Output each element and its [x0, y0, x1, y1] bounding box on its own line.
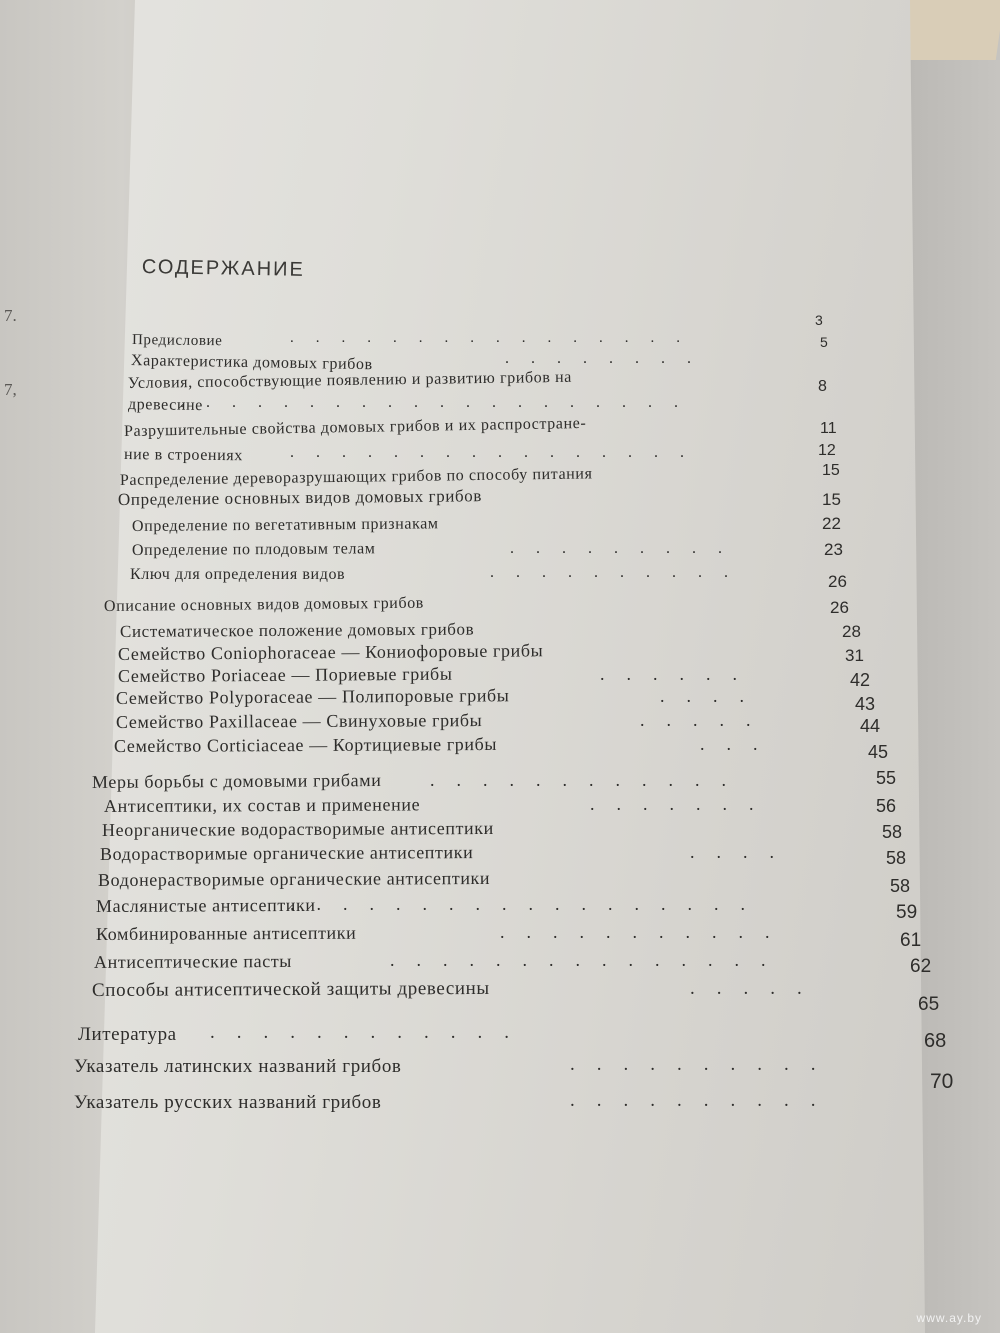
toc-page-number: 22 — [822, 514, 841, 533]
leader-dots: ........ — [505, 350, 713, 367]
toc-entry-title: Семейство Coniophoraceae — Кониофоровые грибы — [117, 640, 544, 664]
toc-entry-title: Семейство Corticiaceae — Кортициевые грибы — [113, 733, 498, 756]
left-page-fragment: 7, — [4, 380, 17, 399]
toc-entry-title: Определение по вегетативным признакам — [131, 515, 439, 535]
toc-page-number: 5 — [820, 334, 828, 350]
leader-dots: .... — [690, 842, 796, 862]
toc-entry-title: Указатель русских названий грибов — [74, 1092, 382, 1113]
toc-page-number: 28 — [842, 622, 861, 641]
toc-page-number: 31 — [845, 646, 864, 665]
toc-entry-title: Водонерастворимые органические антисептики — [97, 867, 491, 890]
toc-page-number: 65 — [918, 994, 940, 1015]
toc-page-number: 43 — [855, 694, 876, 714]
leader-dots: ... — [700, 734, 780, 754]
toc-page-number: 3 — [815, 312, 823, 328]
leader-dots: ............... — [390, 950, 788, 970]
toc-entry-title: Предисловие — [131, 332, 223, 350]
toc-entry-title: Ключ для определения видов — [130, 566, 346, 583]
toc-entry-title: Антисептики, их состав и применение — [103, 794, 421, 816]
toc-page-number: 56 — [876, 796, 897, 816]
toc-entry-title: Условия, способствующие появлению и развитию грибов на — [127, 368, 573, 392]
toc-entry-title: Комбинированные антисептики — [95, 922, 357, 944]
toc-entry-title: Систематическое положение домовых грибов — [119, 619, 475, 641]
toc-title: СОДЕРЖАНИЕ — [141, 256, 306, 281]
toc-entry-title: Антисептические пасты — [93, 950, 293, 972]
toc-entry-title: Способы антисептической защиты древесины — [91, 977, 490, 1001]
toc-page-number: 58 — [886, 848, 907, 868]
toc-page-number: 61 — [900, 930, 922, 951]
toc-page-number: 58 — [890, 876, 911, 896]
leader-dots: ....... — [590, 794, 776, 814]
toc-entry-title: Неорганические водорастворимые антисептики — [101, 817, 494, 840]
toc-page-number: 42 — [850, 670, 871, 690]
watermark: www.ay.by — [916, 1311, 982, 1325]
leader-dots: ...... — [600, 664, 759, 684]
toc-entry-title: Определение основных видов домовых грибов — [117, 486, 483, 509]
leader-dots: ..... — [640, 710, 773, 730]
toc-entry-title: Описание основных видов домовых грибов — [103, 594, 425, 615]
leader-dots: .......... — [490, 564, 750, 581]
leader-dots: ........... — [500, 922, 792, 942]
toc-entry-title: Меры борьбы с домовыми грибами — [91, 769, 382, 792]
toc-page-number: 68 — [924, 1030, 947, 1052]
leader-dots: ..... — [690, 978, 824, 999]
toc-page-number: 70 — [930, 1070, 954, 1093]
leader-dots: .................. — [290, 894, 767, 914]
toc-page-number: 15 — [822, 462, 840, 479]
leader-dots: ................ — [290, 444, 706, 461]
toc-page-number: 26 — [830, 598, 849, 617]
toc-entry-title: Разрушительные свойства домовых грибов и их распростране- — [123, 414, 587, 440]
leader-dots: .... — [660, 686, 766, 706]
toc-entry-title: Литература — [78, 1024, 177, 1045]
toc-page-number: 62 — [910, 956, 932, 977]
toc-entry-title: Семейство Poriaceae — Пориевые грибы — [117, 663, 453, 686]
leader-dots: .................... — [180, 394, 700, 411]
leader-dots: ......... — [510, 540, 744, 557]
toc-page-number: 11 — [820, 420, 837, 437]
toc-page-number: 45 — [868, 742, 889, 762]
toc-entry-title: Водорастворимые органические антисептики — [99, 842, 474, 864]
toc-entry-title: Распределение дереворазрушающих грибов по способу питания — [119, 465, 593, 489]
toc-entry-title: Характеристика домовых грибов — [130, 352, 373, 374]
leader-dots: .......... — [570, 1090, 838, 1111]
leader-dots: .......... — [570, 1054, 838, 1075]
toc-page-number: 15 — [822, 490, 841, 509]
toc-entry-title: ние в строениях — [123, 446, 243, 465]
leader-dots: ............ — [430, 770, 748, 790]
toc-entry-title: Семейство Paxillaceae — Свинуховые грибы — [115, 710, 483, 732]
toc-entry-title: древесине — [127, 396, 204, 415]
toc-entry-title: Маслянистые антисептики — [95, 894, 316, 916]
toc-entry-title: Определение по плодовым телам — [131, 540, 376, 559]
toc-entry-title: Семейство Polyporaceae — Полипоровые грибы — [115, 685, 510, 708]
toc-page-number: 26 — [828, 572, 847, 591]
leader-dots: ............ — [210, 1022, 531, 1043]
toc-page-number: 44 — [860, 716, 881, 736]
toc-entry-title: Указатель латинских названий грибов — [74, 1056, 402, 1077]
left-page-fragment: 7. — [4, 306, 17, 325]
toc-page-number: 58 — [882, 822, 903, 842]
toc-page-number: 59 — [896, 902, 918, 923]
toc-page-number: 23 — [824, 540, 843, 559]
toc-page-number: 55 — [876, 768, 897, 788]
toc-page-number: 8 — [818, 378, 827, 395]
leader-dots: ................ — [290, 330, 702, 346]
toc-page-number: 12 — [818, 442, 836, 459]
